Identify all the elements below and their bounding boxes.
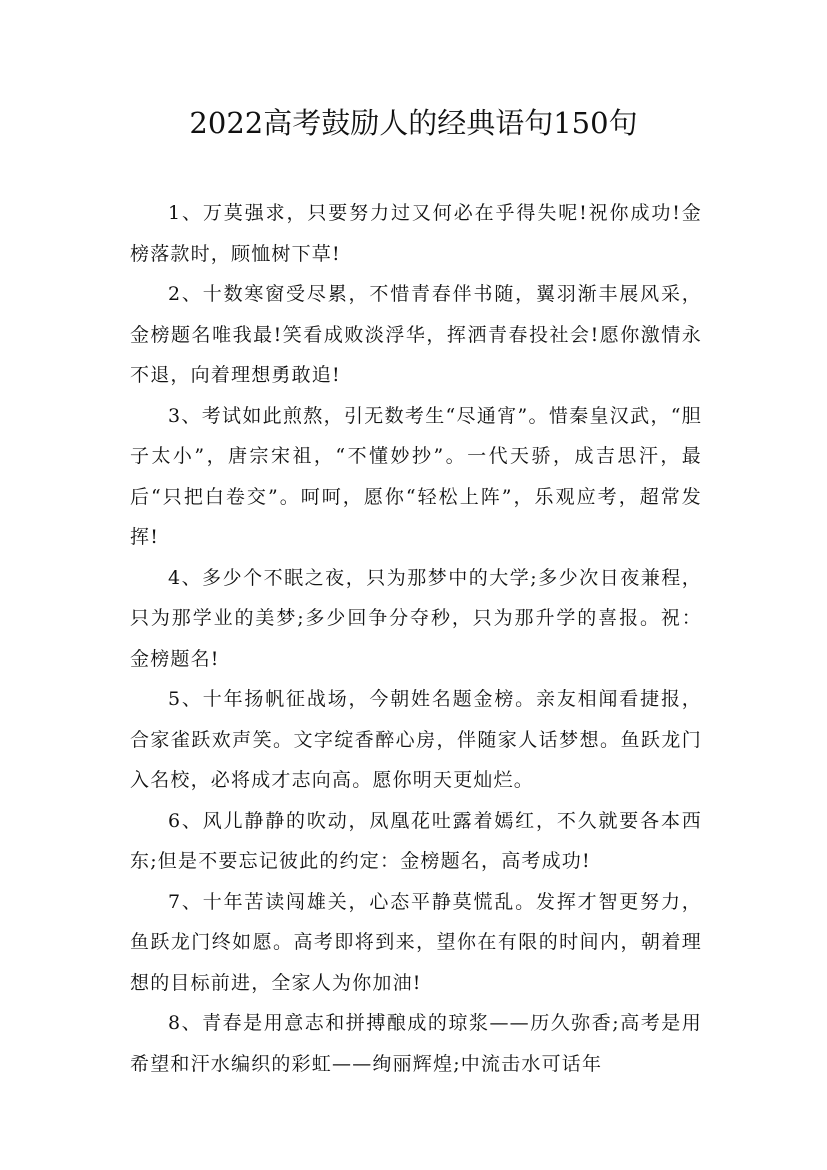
document-title: 2022高考鼓励人的经典语句150句: [189, 106, 638, 140]
document-body: [130, 193, 702, 1084]
paragraph-1: 1、万莫强求，只要努力过又何必在乎得失呢!祝你成功!金榜落款时，顾恤树下草!: [130, 202, 702, 265]
paragraph-4: 4、多少个不眠之夜，只为那梦中的大学;多少次日夜兼程，只为那学业的美梦;多少回争分夺秒，只为那升学的喜报。祝：金榜题名!: [130, 566, 702, 670]
paragraph-8: 8、青春是用意志和拼搏酿成的琼浆——历久弥香;高考是用希望和汗水编织的彩虹——绚丽辉煌;中流击水可话年: [130, 1012, 702, 1075]
paragraph-6: 6、风儿静静的吹动，凤凰花吐露着嫣红，不久就要各本西东;但是不要忘记彼此的约定：金榜题名，高考成功!: [130, 809, 702, 872]
paragraph-7: 7、十年苦读闯雄关，心态平静莫慌乱。发挥才智更努力，鱼跃龙门终如愿。高考即将到来，望你在有限的时间内，朝着理想的目标前进，全家人为你加油!: [130, 890, 702, 994]
paragraph-2: 2、十数寒窗受尽累，不惜青春伴书随，翼羽渐丰展风采，金榜题名唯我最!笑看成败淡浮华，挥洒青春投社会!愿你激情永不退，向着理想勇敢追!: [130, 283, 702, 386]
paragraph-3: 3、考试如此煎熬，引无数考生“尽通宵”。惜秦皇汉武，“胆子太小”，唐宗宋祖，“不懂妙抄”。一代天骄，成吉思汗，最后“只把白卷交”。呵呵，愿你“轻松上阵”，乐观应考，超常发挥!: [130, 404, 702, 548]
paragraph-5: 5、十年扬帆征战场，今朝姓名题金榜。亲友相闻看捷报，合家雀跃欢声笑。文字绽香醉心房，伴随家人话梦想。鱼跃龙门入名校，必将成才志向高。愿你明天更灿烂。: [130, 688, 702, 791]
